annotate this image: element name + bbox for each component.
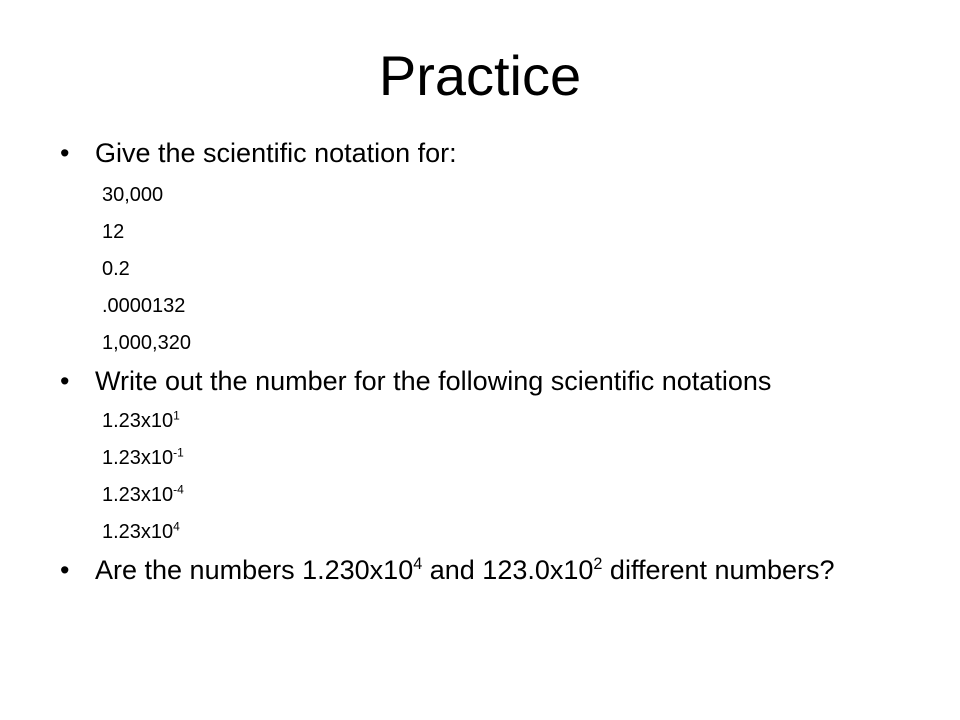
bullet3-part2: and xyxy=(422,555,483,585)
notation-exponent: 4 xyxy=(173,519,180,534)
bullet3-part3: different numbers? xyxy=(602,555,835,585)
bullet-different-numbers xyxy=(60,555,920,585)
list-item: .0000132 xyxy=(102,295,186,317)
list-item xyxy=(102,521,920,543)
bullet-dot: • xyxy=(60,138,70,168)
list-item: 30,000 xyxy=(102,184,164,206)
list-item: 12 xyxy=(102,221,125,243)
bullet-text: Write out the number for the following scientific notations xyxy=(95,366,772,396)
notation-base: 1.23x10 xyxy=(102,484,174,506)
slide-body xyxy=(60,138,920,585)
bullet-text: Give the scientific notation for: xyxy=(95,138,457,168)
bullet3-num1-exponent: 4 xyxy=(413,555,423,573)
list-item xyxy=(102,410,920,432)
list-item xyxy=(102,447,920,469)
list-item: 1,000,320 xyxy=(102,332,191,354)
notation-exponent: -4 xyxy=(173,482,184,497)
sub-list-notations xyxy=(60,410,920,543)
sub-list-numbers xyxy=(60,184,920,354)
notation-base: 1.23x10 xyxy=(102,410,174,432)
slide-title: Practice xyxy=(378,44,582,107)
notation-base: 1.23x10 xyxy=(102,447,174,469)
bullet-dot: • xyxy=(60,555,70,585)
notation-base: 1.23x10 xyxy=(102,521,174,543)
bullet3-num1-base: 1.230x10 xyxy=(302,555,414,585)
bullet3-num2-base: 123.0x10 xyxy=(482,555,594,585)
list-item: 0.2 xyxy=(102,258,130,280)
bullet-dot: • xyxy=(60,366,70,396)
bullet3-num2-exponent: 2 xyxy=(593,555,603,573)
notation-exponent: -1 xyxy=(173,445,184,460)
bullet3-part1: Are the numbers xyxy=(95,555,303,585)
list-item xyxy=(102,484,920,506)
bullet-give-notation xyxy=(60,138,920,168)
bullet-write-out xyxy=(60,366,920,396)
notation-exponent: 1 xyxy=(173,408,180,423)
